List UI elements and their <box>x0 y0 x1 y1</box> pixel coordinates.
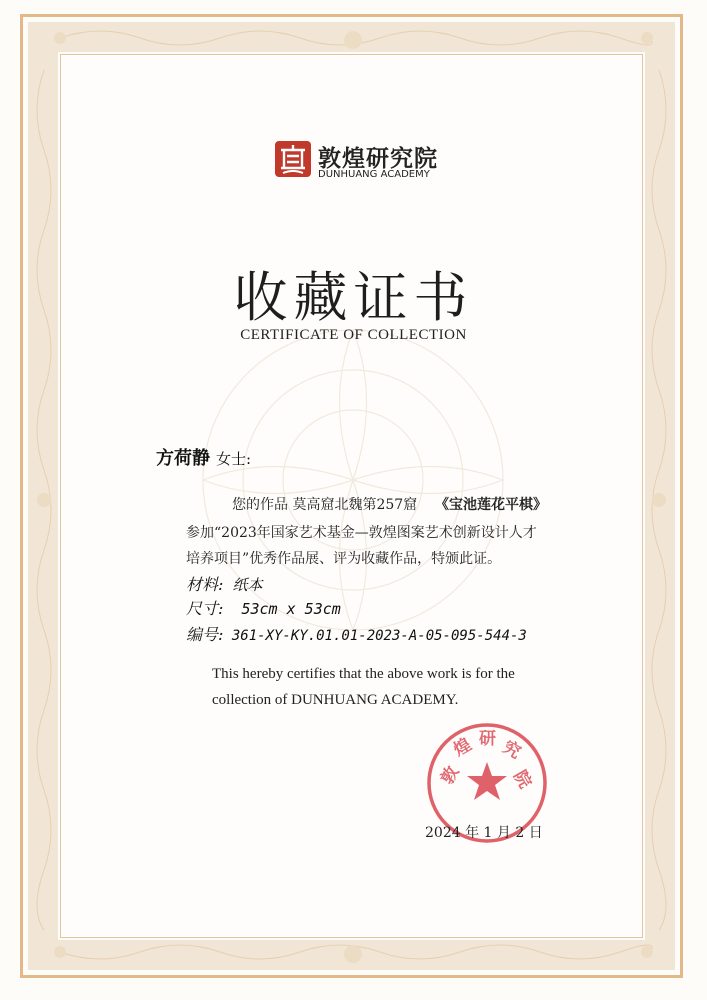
recipient-name: 方荷静 <box>156 448 210 469</box>
material-value: 纸本 <box>232 576 263 594</box>
issue-date: 2024 年 1 月 2 日 <box>425 825 543 841</box>
logo-seal-icon <box>274 140 312 178</box>
recipient <box>156 444 251 470</box>
logo-name-cn: 敦煌研究院 <box>318 145 438 172</box>
svg-text:院: 院 <box>509 767 536 793</box>
number-label: 编号: <box>186 625 224 644</box>
material-label: 材料: <box>186 575 224 594</box>
work-prefix: 您的作品 莫高窟北魏第257窟 <box>232 497 418 513</box>
size-value: 53cm x 53cm <box>241 600 341 618</box>
material-row <box>186 572 262 595</box>
size-row <box>186 596 341 619</box>
body-line-1 <box>232 494 547 514</box>
logo-name-en: DUNHUANG ACADEMY <box>318 169 430 180</box>
recipient-honorific: 女士: <box>216 450 252 468</box>
svg-text:敦: 敦 <box>437 762 464 788</box>
size-label: 尺寸: <box>186 599 224 618</box>
body-line-3: 培养项目”优秀作品展、评为收藏作品，特颁此证。 <box>186 551 502 567</box>
english-line-1: This hereby certifies that the above work is for the <box>212 666 515 682</box>
body-line-2: 参加“2023年国家艺术基金—敦煌图案艺术创新设计人才 <box>186 525 537 541</box>
certificate-title-cn: 收藏证书 <box>233 266 474 329</box>
svg-text:研: 研 <box>479 729 496 749</box>
certificate-title-en: CERTIFICATE OF COLLECTION <box>240 327 467 343</box>
work-title: 《宝池莲花平棋》 <box>434 497 547 513</box>
number-value: 361-XY-KY.01.01-2023-A-05-095-544-3 <box>231 628 527 644</box>
svg-text:究: 究 <box>499 737 525 764</box>
english-line-2: collection of DUNHUANG ACADEMY. <box>212 692 459 708</box>
number-row <box>186 622 527 645</box>
svg-text:煌: 煌 <box>450 734 476 761</box>
academy-logo <box>274 140 444 188</box>
